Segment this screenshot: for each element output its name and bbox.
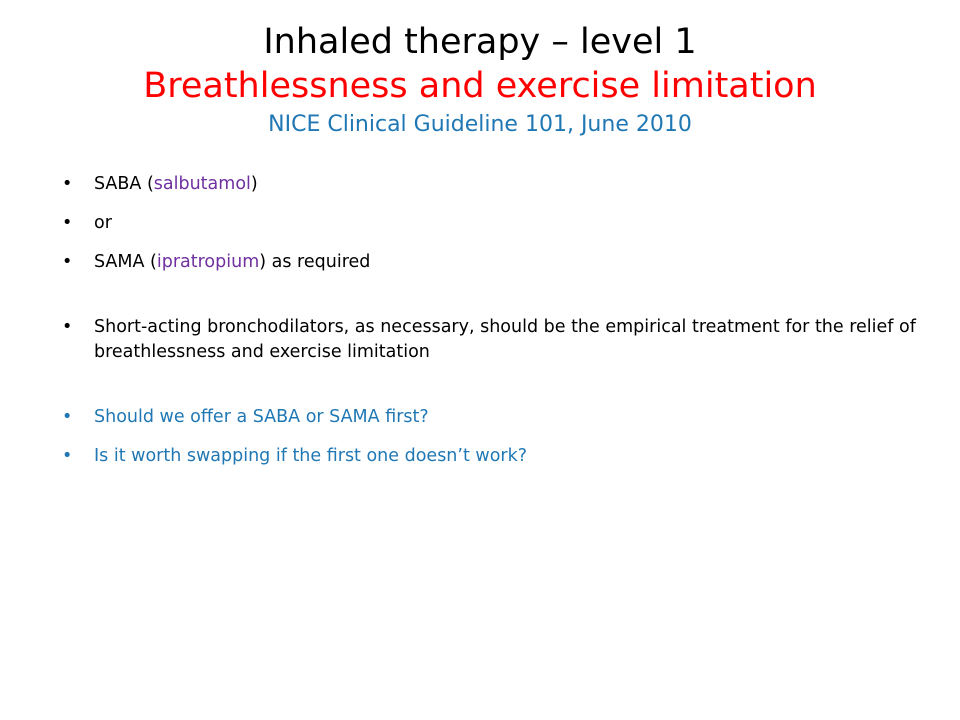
bullet-recommendation-text: Short-acting bronchodilators, as necessary, should be the empirical treatment for the relief of breathlessness and exercise limitation	[94, 317, 916, 362]
question-swapping	[62, 444, 922, 469]
bullet-sama-prefix: SAMA (	[94, 252, 157, 272]
drug-ipratropium: ipratropium	[156, 252, 260, 272]
bullet-recommendation	[62, 315, 922, 365]
title-block	[48, 20, 912, 140]
bullet-or-text: or	[94, 213, 112, 233]
bullet-dot: •	[62, 174, 73, 194]
bullet-saba	[62, 172, 922, 197]
bullet-dot: •	[62, 446, 73, 466]
bullet-dot: •	[62, 213, 73, 233]
slide-title: Inhaled therapy – level 1	[263, 22, 697, 62]
question-swapping-text: Is it worth swapping if the first one doesn’t work?	[94, 446, 528, 466]
bullet-dot: •	[62, 252, 73, 272]
bullet-saba-suffix: )	[250, 174, 258, 194]
bullet-or	[62, 211, 922, 236]
bullet-saba-prefix: SABA (	[94, 174, 154, 194]
question-first-choice-text: Should we offer a SABA or SAMA first?	[94, 407, 429, 427]
slide-subtitle: Breathlessness and exercise limitation	[143, 66, 817, 106]
question-first-choice	[62, 405, 922, 430]
bullet-dot: •	[62, 407, 73, 427]
guideline-reference: NICE Clinical Guideline 101, June 2010	[268, 112, 692, 137]
bullet-dot: •	[62, 317, 73, 337]
bullet-list	[62, 172, 922, 469]
drug-salbutamol: salbutamol	[153, 174, 251, 194]
bullet-sama-suffix: ) as required	[259, 252, 371, 272]
bullet-sama	[62, 250, 922, 275]
